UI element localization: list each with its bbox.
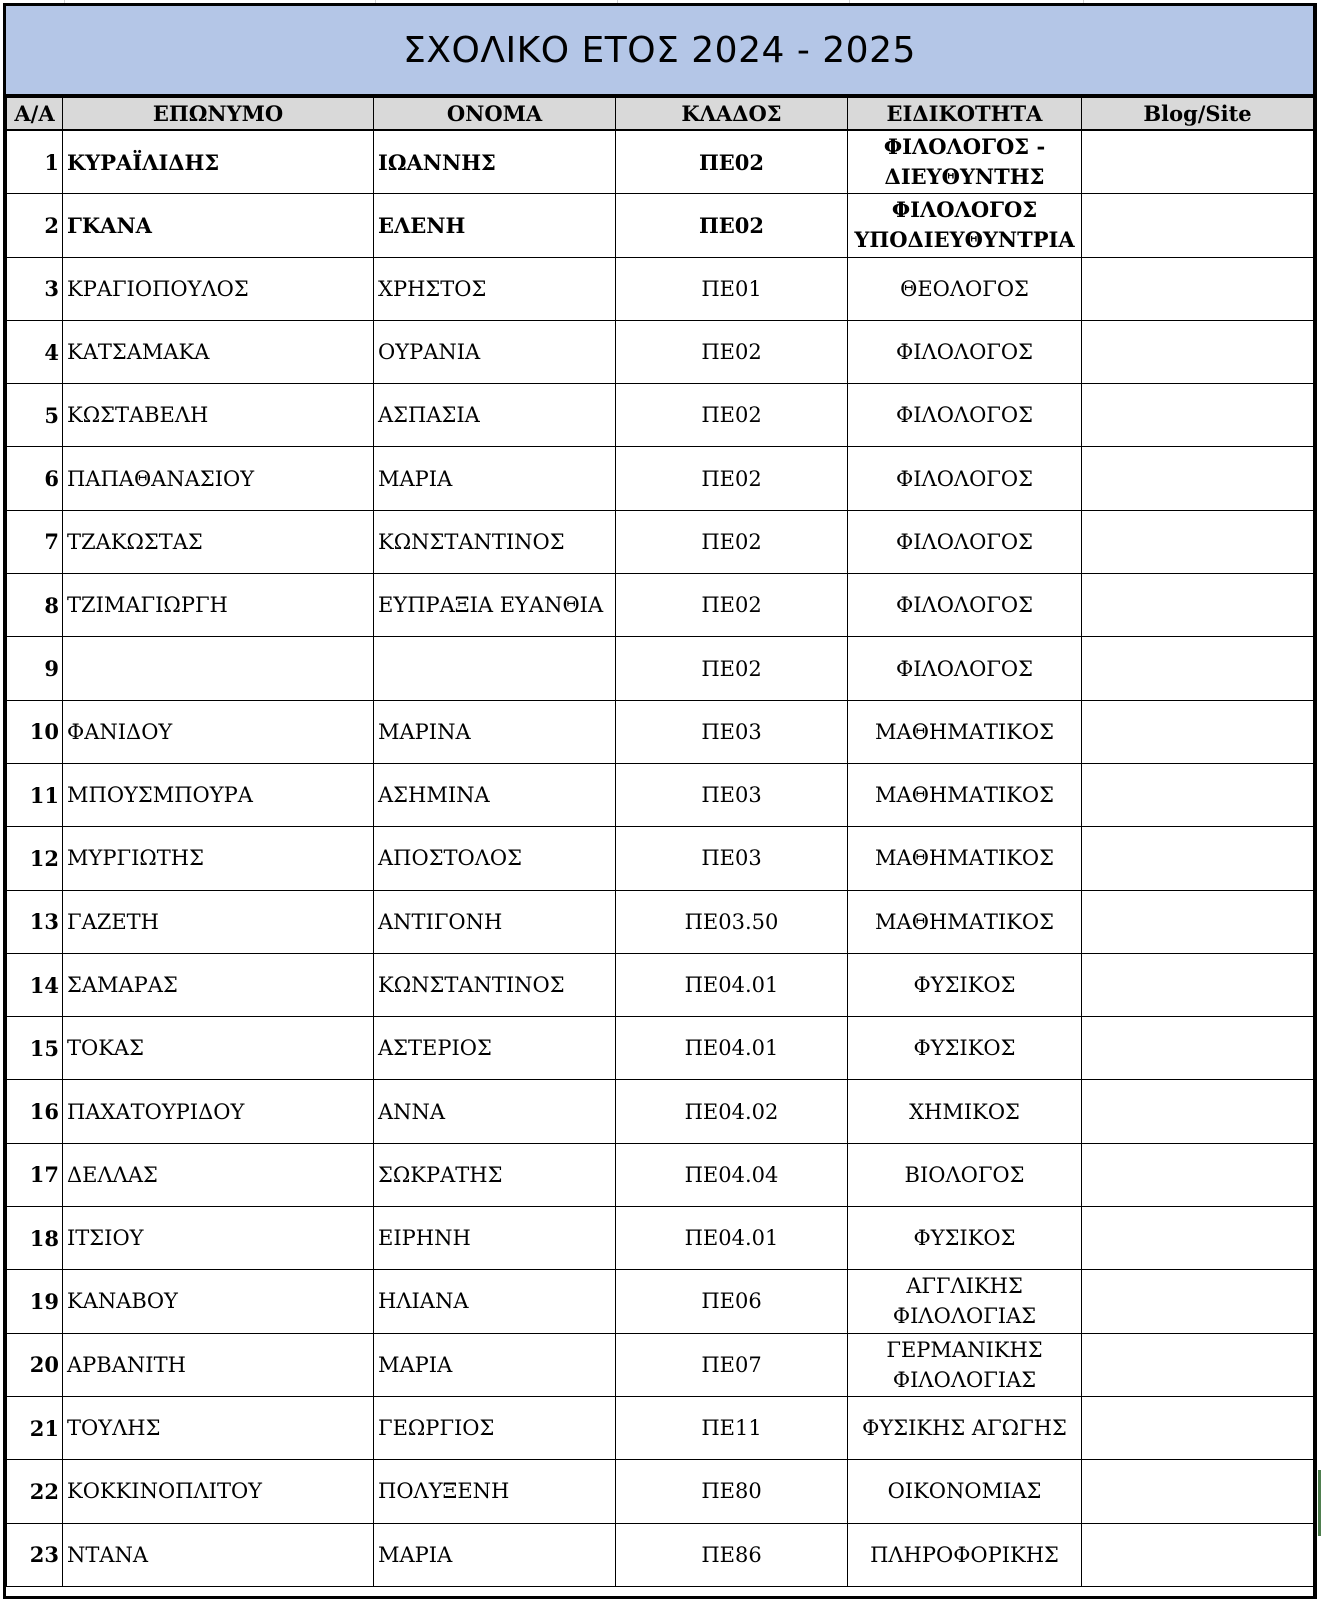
cell-specialty[interactable]: ΜΑΘΗΜΑΤΙΚΟΣ xyxy=(848,763,1082,826)
cell-selection-marker xyxy=(1318,1470,1321,1536)
cell-blog[interactable] xyxy=(1082,194,1314,257)
cell-name[interactable]: ΓΕΩΡΓΙΟΣ xyxy=(374,1396,616,1459)
cell-surname[interactable]: ΤΟΚΑΣ xyxy=(63,1017,374,1080)
table-row xyxy=(7,1017,1314,1080)
table-row xyxy=(7,827,1314,890)
sheet-title: ΣΧΟΛΙΚΟ ΕΤΟΣ 2024 - 2025 xyxy=(6,6,1313,97)
cell-surname[interactable]: ΑΡΒΑΝΙΤΗ xyxy=(63,1333,374,1396)
cell-specialty[interactable]: ΜΑΘΗΜΑΤΙΚΟΣ xyxy=(848,700,1082,763)
table-row xyxy=(7,1460,1314,1523)
cell-branch[interactable]: ΠΕ02 xyxy=(616,510,848,573)
cell-blog[interactable] xyxy=(1082,1207,1314,1270)
cell-branch[interactable]: ΠΕ03.50 xyxy=(616,890,848,953)
cell-specialty[interactable]: ΜΑΘΗΜΑΤΙΚΟΣ xyxy=(848,827,1082,890)
cell-specialty[interactable]: ΓΕΡΜΑΝΙΚΗΣ ΦΙΛΟΛΟΓΙΑΣ xyxy=(848,1333,1082,1396)
cell-surname[interactable]: ΚΩΣΤΑΒΕΛΗ xyxy=(63,384,374,447)
cell-specialty[interactable]: ΦΙΛΟΛΟΓΟΣ xyxy=(848,384,1082,447)
cell-name[interactable]: ΣΩΚΡΑΤΗΣ xyxy=(374,1143,616,1206)
cell-branch[interactable]: ΠΕ02 xyxy=(616,194,848,257)
cell-name[interactable]: ΜΑΡΙΑ xyxy=(374,1333,616,1396)
cell-blog[interactable] xyxy=(1082,447,1314,510)
cell-blog[interactable] xyxy=(1082,1080,1314,1143)
cell-blog[interactable] xyxy=(1082,763,1314,826)
cell-surname[interactable] xyxy=(63,637,374,700)
table-row xyxy=(7,1270,1314,1333)
cell-branch[interactable]: ΠΕ02 xyxy=(616,574,848,637)
cell-name[interactable]: ΟΥΡΑΝΙΑ xyxy=(374,320,616,383)
cell-name[interactable]: ΑΝΤΙΓΟΝΗ xyxy=(374,890,616,953)
cell-blog[interactable] xyxy=(1082,1143,1314,1206)
cell-blog[interactable] xyxy=(1082,320,1314,383)
cell-surname[interactable]: ΜΠΟΥΣΜΠΟΥΡΑ xyxy=(63,763,374,826)
cell-branch[interactable]: ΠΕ02 xyxy=(616,320,848,383)
cell-name[interactable]: ΗΛΙΑΝΑ xyxy=(374,1270,616,1333)
cell-surname[interactable]: ΚΥΡΑΪΛΙΔΗΣ xyxy=(63,130,374,194)
cell-aa[interactable]: 17 xyxy=(7,1143,63,1206)
cell-name[interactable]: ΑΣΠΑΣΙΑ xyxy=(374,384,616,447)
cell-name[interactable]: ΑΠΟΣΤΟΛΟΣ xyxy=(374,827,616,890)
cell-blog[interactable] xyxy=(1082,257,1314,320)
cell-name[interactable]: ΠΟΛΥΞΕΝΗ xyxy=(374,1460,616,1523)
cell-specialty[interactable]: ΜΑΘΗΜΑΤΙΚΟΣ xyxy=(848,890,1082,953)
cell-blog[interactable] xyxy=(1082,1523,1314,1586)
cell-specialty[interactable]: ΧΗΜΙΚΟΣ xyxy=(848,1080,1082,1143)
cell-surname[interactable]: ΦΑΝΙΔΟΥ xyxy=(63,700,374,763)
cell-surname[interactable]: ΤΖΑΚΩΣΤΑΣ xyxy=(63,510,374,573)
cell-blog[interactable] xyxy=(1082,890,1314,953)
cell-aa[interactable]: 13 xyxy=(7,890,63,953)
cell-blog[interactable] xyxy=(1082,574,1314,637)
table-row xyxy=(7,953,1314,1016)
col-header-aa: Α/Α xyxy=(7,98,63,131)
cell-surname[interactable]: ΔΕΛΛΑΣ xyxy=(63,1143,374,1206)
cell-surname[interactable]: ΓΑΖΕΤΗ xyxy=(63,890,374,953)
cell-specialty[interactable]: ΦΙΛΟΛΟΓΟΣ xyxy=(848,320,1082,383)
cell-name[interactable]: ΚΩΝΣΤΑΝΤΙΝΟΣ xyxy=(374,953,616,1016)
table-row xyxy=(7,130,1314,194)
cell-branch[interactable]: ΠΕ06 xyxy=(616,1270,848,1333)
table-row xyxy=(7,1207,1314,1270)
cell-specialty[interactable]: ΦΥΣΙΚΟΣ xyxy=(848,953,1082,1016)
table-row xyxy=(7,1396,1314,1459)
cell-surname[interactable]: ΤΖΙΜΑΓΙΩΡΓΗ xyxy=(63,574,374,637)
cell-aa[interactable]: 11 xyxy=(7,763,63,826)
cell-aa[interactable]: 23 xyxy=(7,1523,63,1586)
cell-branch[interactable]: ΠΕ80 xyxy=(616,1460,848,1523)
cell-blog[interactable] xyxy=(1082,130,1314,194)
cell-surname[interactable]: ΣΑΜΑΡΑΣ xyxy=(63,953,374,1016)
col-header-branch: ΚΛΑΔΟΣ xyxy=(616,98,848,131)
cell-name[interactable]: ΕΙΡΗΝΗ xyxy=(374,1207,616,1270)
cell-aa[interactable]: 1 xyxy=(7,130,63,194)
cell-aa[interactable]: 22 xyxy=(7,1460,63,1523)
cell-surname[interactable]: ΓΚΑΝΑ xyxy=(63,194,374,257)
table-row xyxy=(7,1143,1314,1206)
cell-branch[interactable]: ΠΕ02 xyxy=(616,384,848,447)
cell-branch[interactable]: ΠΕ02 xyxy=(616,447,848,510)
cell-name[interactable]: ΜΑΡΙΑ xyxy=(374,447,616,510)
cell-blog[interactable] xyxy=(1082,700,1314,763)
cell-name[interactable]: ΜΑΡΙΝΑ xyxy=(374,700,616,763)
cell-surname[interactable]: ΠΑΠΑΘΑΝΑΣΙΟΥ xyxy=(63,447,374,510)
cell-specialty[interactable]: ΦΙΛΟΛΟΓΟΣ xyxy=(848,637,1082,700)
cell-name[interactable]: ΕΛΕΝΗ xyxy=(374,194,616,257)
cell-name[interactable]: ΙΩΑΝΝΗΣ xyxy=(374,130,616,194)
cell-branch[interactable]: ΠΕ04.01 xyxy=(616,953,848,1016)
col-header-blog: Blog/Site xyxy=(1082,98,1314,131)
cell-blog[interactable] xyxy=(1082,1396,1314,1459)
cell-blog[interactable] xyxy=(1082,1270,1314,1333)
cell-specialty[interactable]: ΦΥΣΙΚΗΣ ΑΓΩΓΗΣ xyxy=(848,1396,1082,1459)
cell-blog[interactable] xyxy=(1082,827,1314,890)
table-row xyxy=(7,1333,1314,1396)
cell-branch[interactable]: ΠΕ07 xyxy=(616,1333,848,1396)
cell-specialty[interactable]: ΒΙΟΛΟΓΟΣ xyxy=(848,1143,1082,1206)
table-row xyxy=(7,320,1314,383)
cell-surname[interactable]: ΚΑΤΣΑΜΑΚΑ xyxy=(63,320,374,383)
cell-aa[interactable]: 20 xyxy=(7,1333,63,1396)
cell-aa[interactable]: 14 xyxy=(7,953,63,1016)
staff-sheet xyxy=(3,3,1317,1599)
cell-specialty[interactable]: ΠΛΗΡΟΦΟΡΙΚΗΣ xyxy=(848,1523,1082,1586)
cell-aa[interactable]: 18 xyxy=(7,1207,63,1270)
table-row xyxy=(7,447,1314,510)
cell-aa[interactable]: 12 xyxy=(7,827,63,890)
cell-name[interactable]: ΚΩΝΣΤΑΝΤΙΝΟΣ xyxy=(374,510,616,573)
table-row xyxy=(7,637,1314,700)
cell-blog[interactable] xyxy=(1082,953,1314,1016)
cell-aa[interactable]: 16 xyxy=(7,1080,63,1143)
cell-surname[interactable]: ΚΡΑΓΙΟΠΟΥΛΟΣ xyxy=(63,257,374,320)
cell-branch[interactable]: ΠΕ02 xyxy=(616,130,848,194)
cell-specialty[interactable]: ΦΙΛΟΛΟΓΟΣ xyxy=(848,510,1082,573)
table-row xyxy=(7,384,1314,447)
cell-specialty[interactable]: ΦΙΛΟΛΟΓΟΣ ΥΠΟΔΙΕΥΘΥΝΤΡΙΑ xyxy=(848,194,1082,257)
cell-specialty[interactable]: ΑΓΓΛΙΚΗΣ ΦΙΛΟΛΟΓΙΑΣ xyxy=(848,1270,1082,1333)
cell-aa[interactable]: 19 xyxy=(7,1270,63,1333)
cell-surname[interactable]: ΜΥΡΓΙΩΤΗΣ xyxy=(63,827,374,890)
table-row xyxy=(7,510,1314,573)
cell-aa[interactable]: 3 xyxy=(7,257,63,320)
table-row xyxy=(7,763,1314,826)
table-row xyxy=(7,1080,1314,1143)
cell-name[interactable]: ΕΥΠΡΑΞΙΑ ΕΥΑΝΘΙΑ xyxy=(374,574,616,637)
cell-surname[interactable]: ΚΑΝΑΒΟΥ xyxy=(63,1270,374,1333)
cell-aa[interactable]: 8 xyxy=(7,574,63,637)
col-header-name: ΟΝΟΜΑ xyxy=(374,98,616,131)
cell-branch[interactable]: ΠΕ86 xyxy=(616,1523,848,1586)
cell-aa[interactable]: 21 xyxy=(7,1396,63,1459)
cell-aa[interactable]: 6 xyxy=(7,447,63,510)
cell-specialty[interactable]: ΟΙΚΟΝΟΜΙΑΣ xyxy=(848,1460,1082,1523)
staff-table xyxy=(6,97,1314,1587)
cell-surname[interactable]: ΝΤΑΝΑ xyxy=(63,1523,374,1586)
cell-aa[interactable]: 15 xyxy=(7,1017,63,1080)
cell-aa[interactable]: 7 xyxy=(7,510,63,573)
cell-branch[interactable]: ΠΕ04.01 xyxy=(616,1017,848,1080)
table-row xyxy=(7,574,1314,637)
cell-specialty[interactable]: ΦΙΛΟΛΟΓΟΣ xyxy=(848,574,1082,637)
table-row xyxy=(7,194,1314,257)
cell-blog[interactable] xyxy=(1082,1460,1314,1523)
cell-aa[interactable]: 4 xyxy=(7,320,63,383)
cell-aa[interactable]: 5 xyxy=(7,384,63,447)
table-row xyxy=(7,257,1314,320)
cell-surname[interactable]: ΚΟΚΚΙΝΟΠΛΙΤΟΥ xyxy=(63,1460,374,1523)
cell-branch[interactable]: ΠΕ03 xyxy=(616,827,848,890)
cell-name[interactable]: ΜΑΡΙΑ xyxy=(374,1523,616,1586)
cell-name[interactable]: ΑΣΤΕΡΙΟΣ xyxy=(374,1017,616,1080)
cell-specialty[interactable]: ΦΥΣΙΚΟΣ xyxy=(848,1017,1082,1080)
cell-branch[interactable]: ΠΕ01 xyxy=(616,257,848,320)
cell-surname[interactable]: ΤΟΥΛΗΣ xyxy=(63,1396,374,1459)
table-row xyxy=(7,700,1314,763)
cell-blog[interactable] xyxy=(1082,637,1314,700)
cell-branch[interactable]: ΠΕ03 xyxy=(616,763,848,826)
col-header-specialty: ΕΙΔΙΚΟΤΗΤΑ xyxy=(848,98,1082,131)
cell-blog[interactable] xyxy=(1082,1017,1314,1080)
cell-surname[interactable]: ΙΤΣΙΟΥ xyxy=(63,1207,374,1270)
cell-name[interactable]: ΑΣΗΜΙΝΑ xyxy=(374,763,616,826)
cell-name[interactable] xyxy=(374,637,616,700)
cell-blog[interactable] xyxy=(1082,1333,1314,1396)
cell-specialty[interactable]: ΘΕΟΛΟΓΟΣ xyxy=(848,257,1082,320)
cell-branch[interactable]: ΠΕ02 xyxy=(616,637,848,700)
cell-aa[interactable]: 2 xyxy=(7,194,63,257)
cell-branch[interactable]: ΠΕ04.02 xyxy=(616,1080,848,1143)
cell-blog[interactable] xyxy=(1082,510,1314,573)
cell-branch[interactable]: ΠΕ03 xyxy=(616,700,848,763)
table-row xyxy=(7,890,1314,953)
cell-surname[interactable]: ΠΑΧΑΤΟΥΡΙΔΟΥ xyxy=(63,1080,374,1143)
cell-specialty[interactable]: ΦΙΛΟΛΟΓΟΣ - ΔΙΕΥΘΥΝΤΗΣ xyxy=(848,130,1082,194)
cell-specialty[interactable]: ΦΥΣΙΚΟΣ xyxy=(848,1207,1082,1270)
col-header-surname: ΕΠΩΝΥΜΟ xyxy=(63,98,374,131)
cell-aa[interactable]: 10 xyxy=(7,700,63,763)
cell-branch[interactable]: ΠΕ11 xyxy=(616,1396,848,1459)
cell-name[interactable]: ΧΡΗΣΤΟΣ xyxy=(374,257,616,320)
table-body xyxy=(7,130,1314,1586)
cell-branch[interactable]: ΠΕ04.04 xyxy=(616,1143,848,1206)
header-row xyxy=(7,98,1314,131)
cell-blog[interactable] xyxy=(1082,384,1314,447)
table-row xyxy=(7,1523,1314,1586)
cell-branch[interactable]: ΠΕ04.01 xyxy=(616,1207,848,1270)
cell-specialty[interactable]: ΦΙΛΟΛΟΓΟΣ xyxy=(848,447,1082,510)
cell-name[interactable]: ΑΝΝΑ xyxy=(374,1080,616,1143)
cell-aa[interactable]: 9 xyxy=(7,637,63,700)
